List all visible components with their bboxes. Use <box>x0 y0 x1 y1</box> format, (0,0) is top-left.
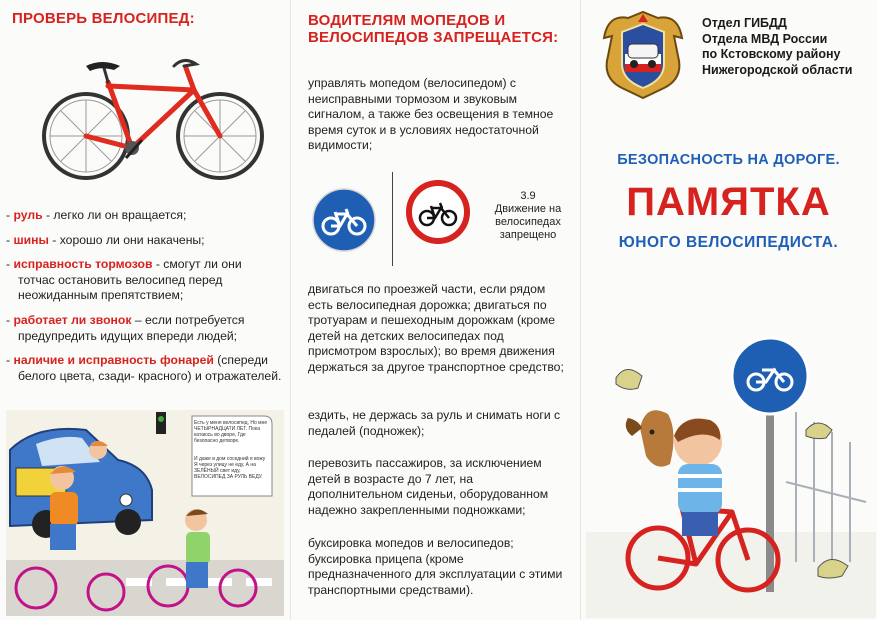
panel-check-bike <box>0 0 290 620</box>
road-safety-heading: БЕЗОПАСНОСТЬ НА ДОРОГЕ. <box>617 152 840 168</box>
child-cyclist-illustration <box>586 332 876 618</box>
memo-title: ПАМЯТКА <box>626 180 831 224</box>
org-line: Отдела МВД России <box>702 31 828 46</box>
check-term: шины <box>13 232 49 247</box>
sign-caption <box>480 190 576 242</box>
check-text-cont: белого цвета, сзади- красного) и отражателей. <box>18 368 282 383</box>
sign-divider <box>392 172 393 266</box>
traffic-police-emblem <box>594 8 692 102</box>
prohibited-title: ВОДИТЕЛЯМ МОПЕДОВ И ВЕЛОСИПЕДОВ ЗАПРЕЩАЕТСЯ: <box>308 12 559 46</box>
org-line: Нижегородской области <box>702 62 853 77</box>
checklist <box>6 208 284 393</box>
sign-number: 3.9 <box>520 190 536 202</box>
check-text: (спереди <box>213 353 268 368</box>
comic-verse-1: Есть у меня велосипед, Но мне ЧЕТЫРНАДЦАТИ ЛЕТ. Пока катаюсь во дворе, Где безопасно детворе. <box>194 420 268 444</box>
organization-name <box>702 16 872 78</box>
check-term: наличие и исправность фонарей <box>13 353 214 368</box>
list-item: - работает ли звонок – если потребуется предупредить идущих впереди людей; <box>6 313 284 344</box>
comic-verse-2: И даже в дом соседний я вожу Я через улицу не еду, А на ЗЕЛЁНЫЙ свет иду, ВЕЛОСИПЕД ЗА РУЛЬ ВЕДУ. <box>194 456 266 480</box>
list-item: - руль - легко ли он вращается; <box>6 208 187 222</box>
road-signs <box>308 170 570 270</box>
check-text: – если потребуется <box>131 312 245 327</box>
list-item: - наличие и исправность фонарей (спереди белого цвета, сзади- красного) и отражателей. <box>6 353 284 384</box>
check-term: руль <box>13 208 43 222</box>
prohibited-passengers: перевозить пассажиров, за исключением детей в возрасте до 7 лет, на дополнительном сиденьи, оборудованном надежно закрепленными подножками; <box>308 456 549 517</box>
young-cyclist-subtitle: ЮНОГО ВЕЛОСИПЕДИСТА. <box>618 234 839 251</box>
org-line: по Кстовскому району <box>702 47 841 61</box>
prohibited-no-hands: ездить, не держась за руль и снимать ноги с педалей (подножек); <box>308 408 561 438</box>
prohibited-roadway: двигаться по проезжей части, если рядом есть велосипедная дорожка; двигаться по тротуарам и пешеходным дорожкам (кроме детей на детских велосипедах под присмотром взрослых); во время движения держаться за другое транспортное средство; <box>308 282 564 374</box>
check-text: - легко ли он вращается; <box>42 208 187 222</box>
sign-description: Движение на велосипедах запрещено <box>494 203 562 241</box>
check-term: исправность тормозов <box>13 257 153 272</box>
prohibited-lights: управлять мопедом (велосипедом) с неисправными тормозом и звуковым сигналом, а также без освещения в темное время суток и в условиях недостаточной видимости; <box>308 76 554 153</box>
check-bike-title: ПРОВЕРЬ ВЕЛОСИПЕД: <box>12 10 195 27</box>
prohibited-towing: буксировка мопедов и велосипедов; буксировка прицепа (кроме предназначенного для эксплуатации с этими транспортными средствами). <box>308 536 563 597</box>
panel-cover <box>580 0 877 620</box>
org-line: Отдел ГИБДД <box>702 16 787 30</box>
sign-pole <box>766 392 774 592</box>
check-text-cont: предупредить идущих впереди людей; <box>18 328 238 343</box>
check-text-cont: тотчас остановить велосипед перед неожиданным препятствием; <box>18 272 223 303</box>
check-text: - хорошо ли они накачены; <box>48 232 205 247</box>
list-item: - шины - хорошо ли они накачены; <box>6 232 205 247</box>
panel-prohibited <box>290 0 580 620</box>
list-item: - исправность тормозов - смогут ли они тотчас остановить велосипед перед неожиданным препятствием; <box>6 257 284 304</box>
check-term: работает ли звонок <box>13 312 132 327</box>
bicycle-path-sign-icon <box>312 188 376 252</box>
check-text: - смогут ли они <box>152 257 242 272</box>
no-bicycles-sign-icon <box>406 180 470 244</box>
red-bicycle-illustration <box>34 44 274 194</box>
